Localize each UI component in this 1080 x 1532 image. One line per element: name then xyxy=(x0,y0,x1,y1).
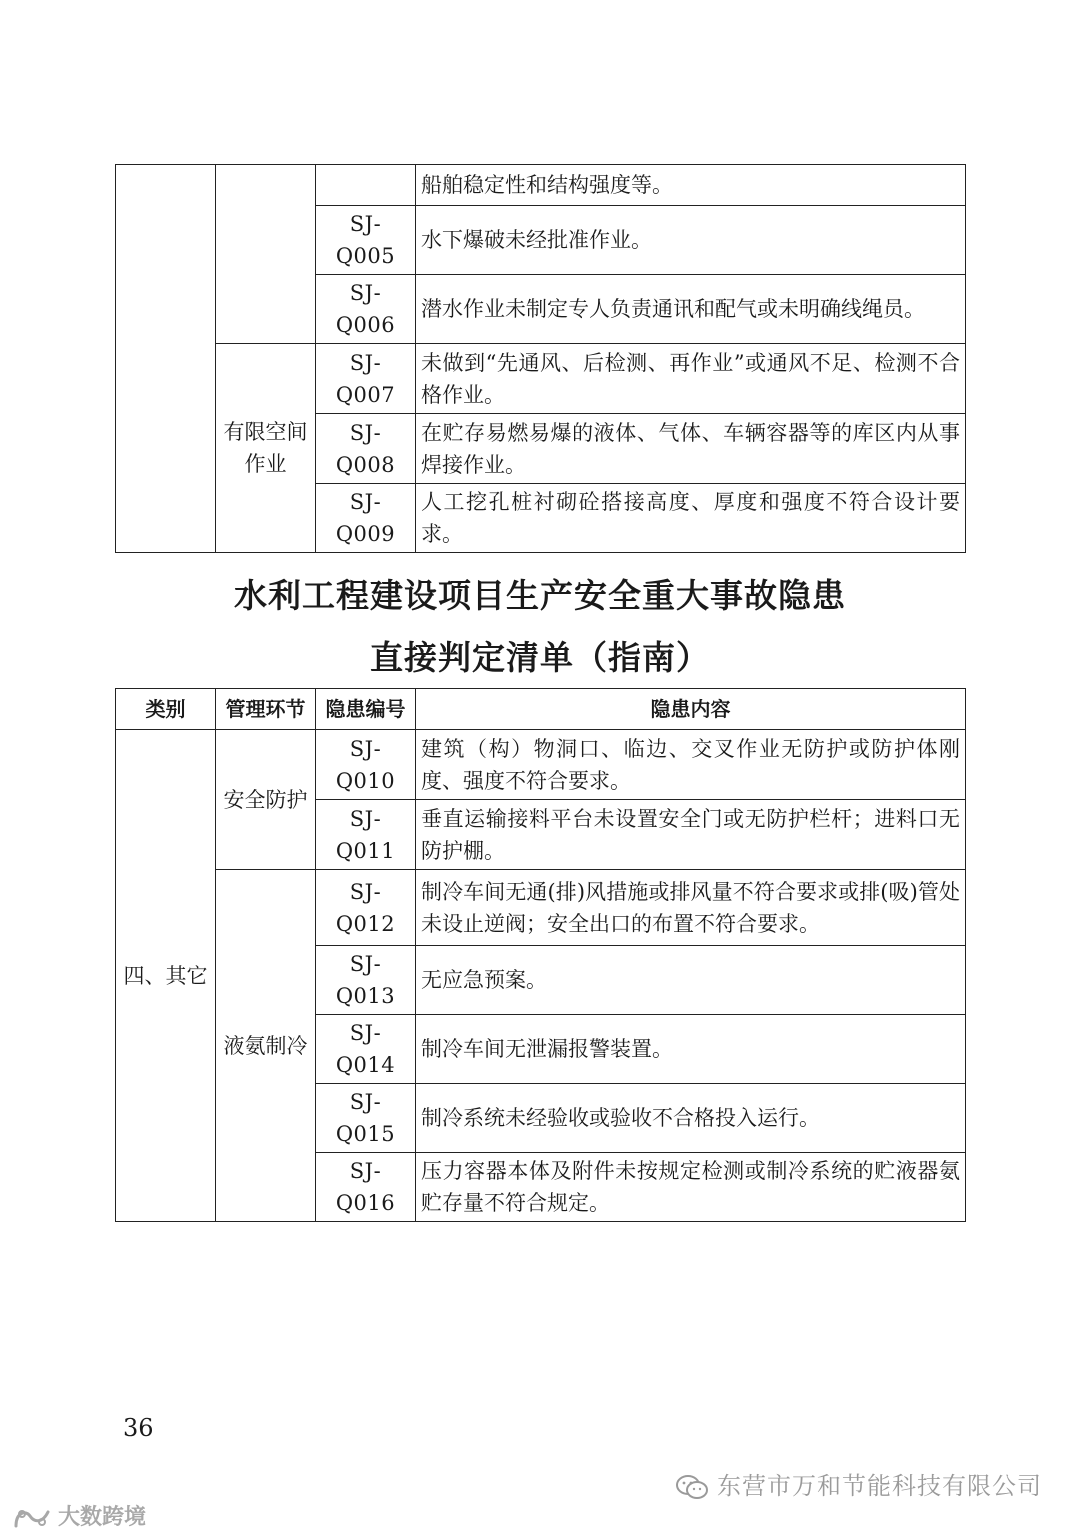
code-cell: SJ-Q010 xyxy=(316,730,416,800)
watermark-brand xyxy=(12,1500,146,1531)
table-header-row xyxy=(116,689,966,730)
table-row xyxy=(116,165,966,206)
code-cell: SJ-Q009 xyxy=(316,484,416,553)
table-row xyxy=(116,870,966,946)
code-cell: SJ-Q014 xyxy=(316,1015,416,1084)
content-cell: 制冷系统未经验收或验收不合格投入运行。 xyxy=(416,1084,966,1153)
content-cell: 制冷车间无通(排)风措施或排风量不符合要求或排(吸)管处未设止逆阀；安全出口的布置不符合要求。 xyxy=(416,870,966,946)
content-cell: 制冷车间无泄漏报警装置。 xyxy=(416,1015,966,1084)
code-cell: SJ-Q012 xyxy=(316,870,416,946)
code-cell: SJ-Q008 xyxy=(316,414,416,484)
content-cell: 未做到“先通风、后检测、再作业”或通风不足、检测不合格作业。 xyxy=(416,344,966,414)
header-hazard-code: 隐患编号 xyxy=(316,689,416,730)
wechat-icon xyxy=(675,1473,709,1501)
table-row xyxy=(116,730,966,800)
code-cell: SJ-Q013 xyxy=(316,946,416,1015)
header-hazard-content: 隐患内容 xyxy=(416,689,966,730)
watermark-company xyxy=(675,1466,1042,1501)
section-title-line1: 水利工程建设项目生产安全重大事故隐患 xyxy=(234,576,846,615)
group-cell-confined-space: 有限空间作业 xyxy=(216,344,316,553)
code-cell: SJ-Q006 xyxy=(316,275,416,344)
content-cell: 建筑（构）物洞口、临边、交叉作业无防护或防护体刚度、强度不符合要求。 xyxy=(416,730,966,800)
group-cell-safety-protection: 安全防护 xyxy=(216,730,316,870)
page-number: 36 xyxy=(123,1414,154,1442)
code-cell: SJ-Q005 xyxy=(316,206,416,275)
code-cell: SJ-Q011 xyxy=(316,800,416,870)
content-cell: 人工挖孔桩衬砌砼搭接高度、厚度和强度不符合设计要求。 xyxy=(416,484,966,553)
group-cell-ammonia-refrigeration: 液氨制冷 xyxy=(216,870,316,1222)
hazard-table-continued xyxy=(115,164,966,553)
content-cell: 垂直运输接料平台未设置安全门或无防护栏杆；进料口无防护棚。 xyxy=(416,800,966,870)
code-cell xyxy=(316,165,416,206)
content-cell: 水下爆破未经批准作业。 xyxy=(416,206,966,275)
group-cell xyxy=(216,165,316,344)
category-cell: 四、其它 xyxy=(116,730,216,1222)
code-cell: SJ-Q015 xyxy=(316,1084,416,1153)
content-cell: 无应急预案。 xyxy=(416,946,966,1015)
header-management-link: 管理环节 xyxy=(216,689,316,730)
code-cell: SJ-Q016 xyxy=(316,1153,416,1222)
content-cell: 压力容器本体及附件未按规定检测或制冷系统的贮液器氨贮存量不符合规定。 xyxy=(416,1153,966,1222)
table-row xyxy=(116,344,966,414)
content-cell: 在贮存易燃易爆的液体、气体、车辆容器等的库区内从事焊接作业。 xyxy=(416,414,966,484)
watermark-company-text: 东营市万和节能科技有限公司 xyxy=(717,1472,1042,1500)
category-cell xyxy=(116,165,216,553)
content-cell: 潜水作业未制定专人负责通讯和配气或未明确线绳员。 xyxy=(416,275,966,344)
hazard-table-main xyxy=(115,688,966,1222)
code-cell: SJ-Q007 xyxy=(316,344,416,414)
watermark-brand-text: 大数跨境 xyxy=(58,1505,147,1530)
content-cell: 船舶稳定性和结构强度等。 xyxy=(416,165,966,206)
header-category: 类别 xyxy=(116,689,216,730)
section-title-line2: 直接判定清单（指南） xyxy=(370,638,710,677)
brand-logo-icon xyxy=(12,1506,54,1530)
